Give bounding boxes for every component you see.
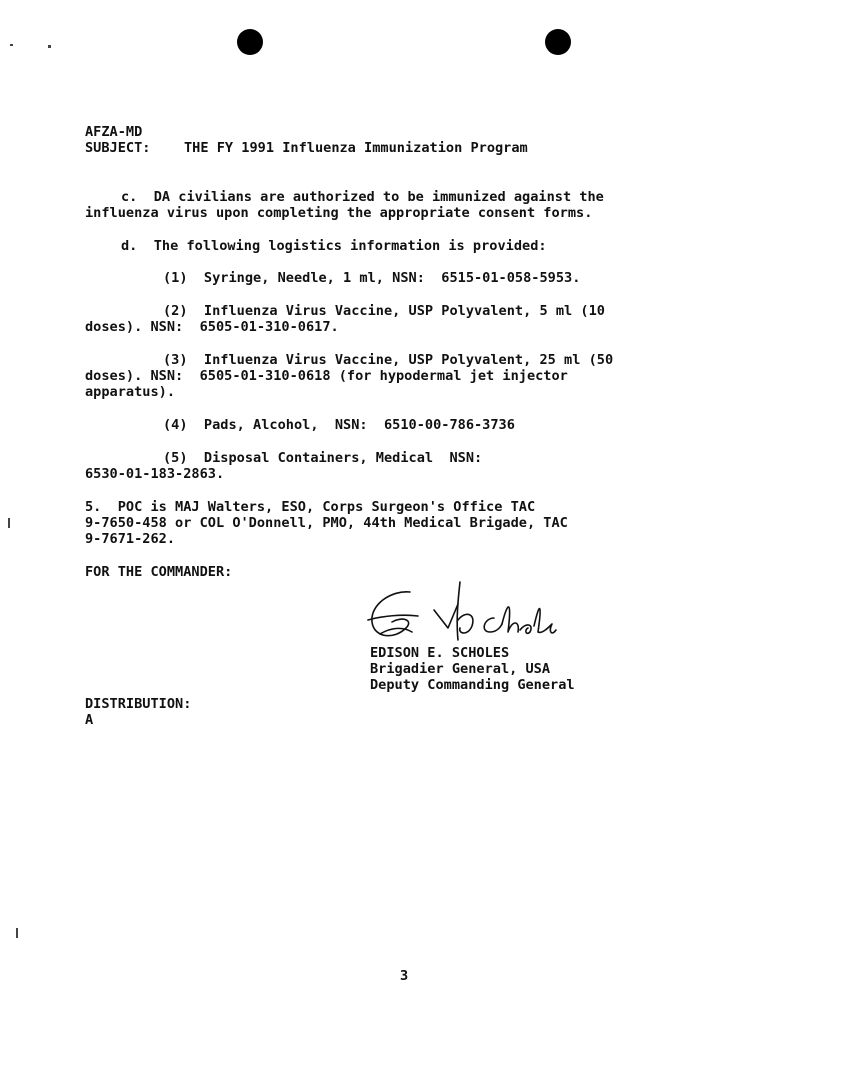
item-3-line3: apparatus). bbox=[85, 384, 176, 400]
subject-label: SUBJECT: bbox=[85, 140, 151, 156]
item-4-line1: (4) Pads, Alcohol, NSN: 6510-00-786-3736 bbox=[163, 417, 515, 433]
item-5-line2: 6530-01-183-2863. bbox=[85, 466, 225, 482]
office-symbol: AFZA-MD bbox=[85, 124, 143, 140]
signature-image bbox=[362, 580, 562, 650]
paragraph-c-line1: c. DA civilians are authorized to be immunized against the bbox=[121, 189, 604, 205]
punch-hole-left bbox=[237, 29, 263, 55]
item-3-line2: doses). NSN: 6505-01-310-0618 (for hypodermal jet injector bbox=[85, 368, 568, 384]
subject-text: THE FY 1991 Influenza Immunization Program bbox=[184, 140, 528, 156]
item-5-line1: (5) Disposal Containers, Medical NSN: bbox=[163, 450, 483, 466]
signer-name: EDISON E. SCHOLES bbox=[370, 645, 510, 661]
signer-rank: Brigadier General, USA bbox=[370, 661, 551, 677]
scan-speck bbox=[10, 44, 13, 46]
item-3-line1: (3) Influenza Virus Vaccine, USP Polyvalent, 25 ml (50 bbox=[163, 352, 614, 368]
paragraph-5-line2: 9-7650-458 or COL O'Donnell, PMO, 44th Medical Brigade, TAC bbox=[85, 515, 568, 531]
paragraph-c-line2: influenza virus upon completing the appropriate consent forms. bbox=[85, 205, 593, 221]
paragraph-5-line3: 9-7671-262. bbox=[85, 531, 176, 547]
signer-title: Deputy Commanding General bbox=[370, 677, 575, 693]
scan-speck bbox=[48, 45, 51, 48]
paragraph-d-line1: d. The following logistics information is provided: bbox=[121, 238, 547, 254]
distribution-value: A bbox=[85, 712, 94, 728]
paragraph-5-line1: 5. POC is MAJ Walters, ESO, Corps Surgeon's Office TAC bbox=[85, 499, 536, 515]
scan-speck bbox=[8, 518, 10, 528]
scan-speck bbox=[16, 928, 18, 938]
item-2-line1: (2) Influenza Virus Vaccine, USP Polyvalent, 5 ml (10 bbox=[163, 303, 605, 319]
page-number: 3 bbox=[400, 968, 409, 984]
for-the-commander: FOR THE COMMANDER: bbox=[85, 564, 233, 580]
distribution-label: DISTRIBUTION: bbox=[85, 696, 192, 712]
item-2-line2: doses). NSN: 6505-01-310-0617. bbox=[85, 319, 339, 335]
punch-hole-right bbox=[545, 29, 571, 55]
item-1-line1: (1) Syringe, Needle, 1 ml, NSN: 6515-01-058-5953. bbox=[163, 270, 581, 286]
